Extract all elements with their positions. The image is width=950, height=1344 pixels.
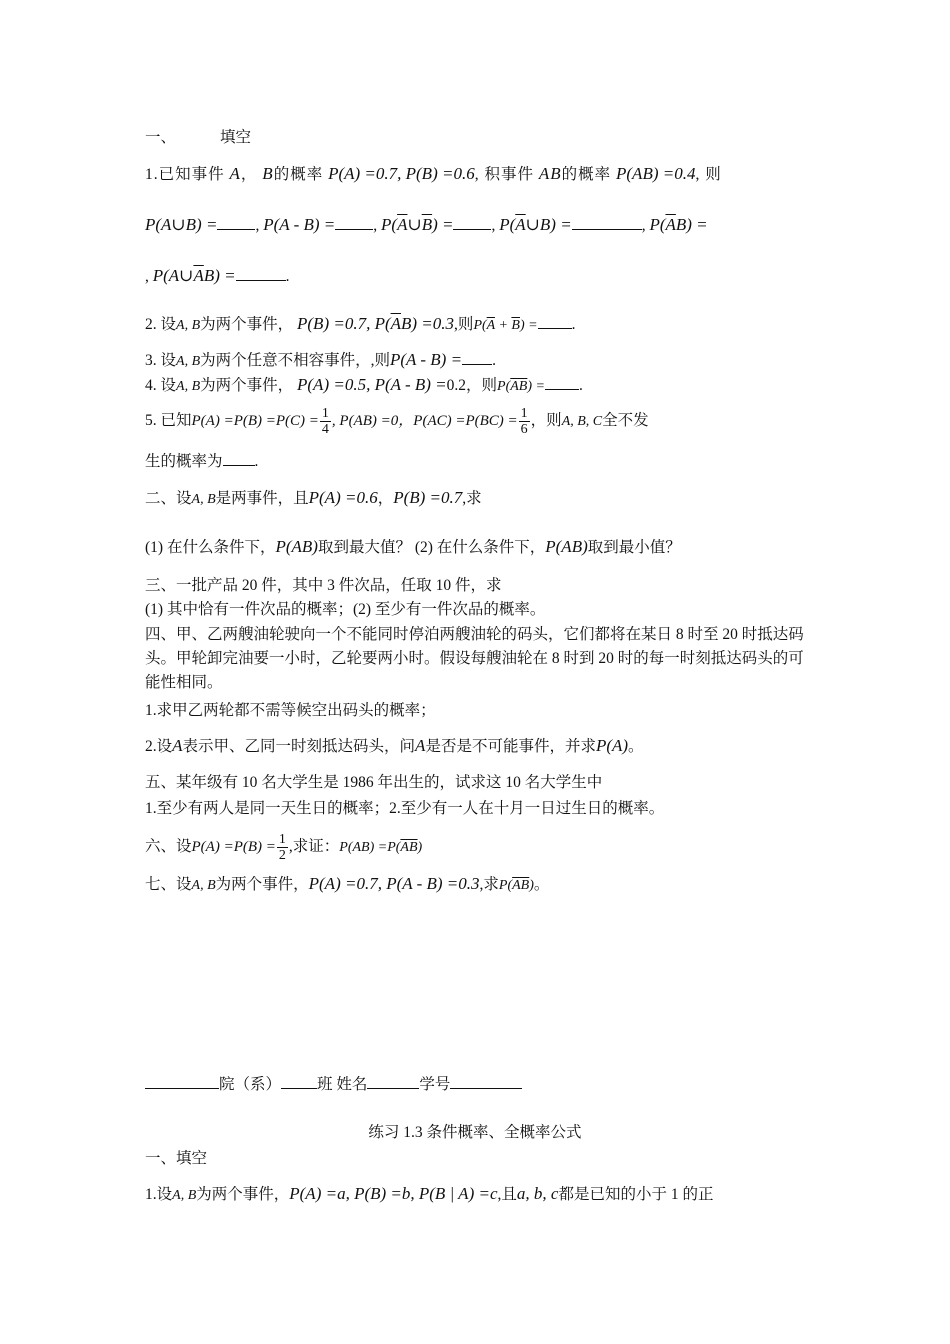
answer-blank[interactable] [223, 451, 255, 466]
section-2-questions: (1) 在什么条件下，P(AB)取到最大值？ (2) 在什么条件下，P(AB)取到最小值？ [145, 537, 681, 556]
section-5-line-2: 1.至少有两人是同一天生日的概率；2.至少有一人在十月一日过生日的概率。 [145, 800, 665, 817]
answer-blank[interactable] [453, 215, 491, 230]
question-5-line-2: 生的概率为 . [145, 453, 259, 470]
fraction: $\frac{1}{2}$ [278, 831, 286, 863]
question-2: 2. 设A, B为两个事件， P(B) =0.7, $P(\overline{A}B) =0.3$,则$P(\overline{A} + \overline{B})$ = . [145, 314, 576, 333]
class-field[interactable] [281, 1074, 317, 1089]
student-id-field[interactable] [450, 1074, 522, 1089]
department-field[interactable] [145, 1074, 219, 1089]
section-1-heading: 一、 填空 [145, 129, 252, 146]
section-2-statement: 二、设A, B是两事件，且P(A) =0.6，P(B) =0.7,求 [145, 488, 482, 507]
exercise-question-1: 1.设A, B为两个事件，P(A) =a, P(B) =b, P(B | A) =c,且a, b, c都是已知的小于 1 的正 [145, 1184, 714, 1203]
section-4-question-1: 1.求甲乙两轮都不需等候空出码头的概率； [145, 702, 436, 719]
section-4-paragraph: 四、甲、乙两艘油轮驶向一个不能同时停泊两艘油轮的码头，它们都将在某日 8 时至 20 时抵达码头。甲轮卸完油要一小时，乙轮要两小时。假设每艘油轮在 8 时到 20 时的每一时刻抵达码头的可能性相同。 [145, 626, 804, 691]
question-1-line-3: , $P(A\cup\overline{A}B)$ = . [145, 266, 290, 285]
answer-blank[interactable] [236, 266, 286, 281]
fraction: $\frac{1}{6}$ [520, 405, 528, 437]
answer-blank[interactable] [217, 215, 255, 230]
question-1-line-2: P(A∪B) = , P(A - B) = , $P(\overline{A}\cup\overline{B})$ = , $P(\overline{A}\cup B)$ = , $P(\overline{A}B)$ = [145, 215, 708, 234]
fraction: $\frac{1}{4}$ [321, 405, 329, 437]
section-6: 六、设P(A) =P(B) = $\frac{1}{2}$ ,求证：$P(AB) =P(\overline{A}\overline{B})$ [145, 831, 423, 863]
answer-blank[interactable] [462, 350, 492, 365]
section-7: 七、设A, B为两个事件，P(A) =0.7, P(A - B) =0.3,求$P(\overline{AB})$。 [145, 874, 550, 893]
answer-blank[interactable] [545, 375, 579, 390]
student-info-line: 院（系） 班 姓名 学号 [145, 1074, 810, 1096]
question-4: 4. 设A, B为两个事件， P(A) =0.5, P(A - B) =0.2，则$P(\overline{AB})$ = . [145, 375, 583, 394]
section-3-line-1: 三、一批产品 20 件，其中 3 件次品，任取 10 件，求 [145, 577, 502, 594]
name-field[interactable] [367, 1074, 419, 1089]
answer-blank[interactable] [335, 215, 373, 230]
question-3: 3. 设A, B为两个任意不相容事件，,则P(A - B) = . [145, 350, 496, 369]
exercise-section-heading: 一、填空 [145, 1150, 208, 1167]
question-5-line-1: 5. 已知P(A) =P(B) =P(C) = $\frac{1}{4}$ , P(AB) =0，P(AC) =P(BC) = $\frac{1}{6}$ ，则A, B, C全不发 [145, 405, 649, 437]
answer-blank[interactable] [572, 215, 642, 230]
question-1-line-1: 1.已知事件 A， B的概率 P(A) =0.7, P(B) =0.6, 积事件 AB的概率 P(AB) =0.4, 则 [145, 164, 722, 183]
section-5-line-1: 五、某年级有 10 名大学生是 1986 年出生的，试求这 10 名大学生中 [145, 774, 603, 791]
section-3-line-2: (1) 其中恰有一件次品的概率；(2) 至少有一件次品的概率。 [145, 601, 546, 618]
exercise-title: 练习 1.3 条件概率、全概率公式 [368, 1124, 582, 1141]
section-4-question-2: 2.设A表示甲、乙同一时刻抵达码头，问A是否是不可能事件，并求P(A)。 [145, 736, 644, 755]
answer-blank[interactable] [538, 314, 572, 329]
